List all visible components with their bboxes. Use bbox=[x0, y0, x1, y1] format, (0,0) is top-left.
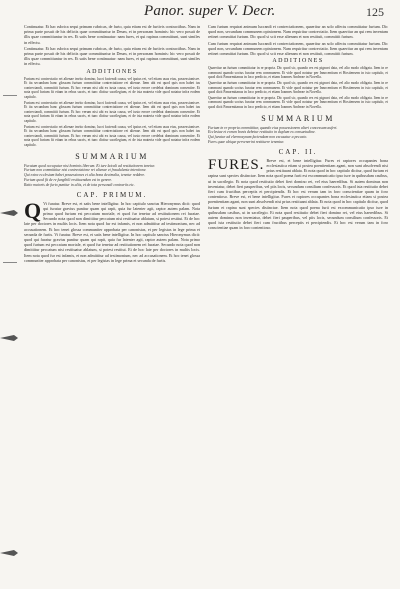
additiones-heading: ADDITIONES bbox=[86, 68, 138, 75]
additiones-text-continued: Quaeritur an furtum committatur in re propria. Dic quod sic, quando res est pignori data, vel alio modo obligata. Item in re communi quando socius furatur rem communem. Et vide quod notatur per Innocentium et Hostiensem in isto capitulo, et quod dicit Panormitanus in loco predicto, et etiam Ioannes Andreae in Novella. bbox=[208, 95, 388, 109]
additiones-text: Furtum est contrectatio rei alienae invito domino, lucri faciendi causa, vel ipsius rei, vel etiam usus eius, possessionisve. Et ita secundum hanc glossam furtum committitur contrectatione rei alienae. Item ubi est quod quis non habet ius contrectandi, committit furtum. Et hoc verum nisi ubi ex iusta causa, vel iusto errore credebat dominum consentire. Et nota quod furtum fit etiam in rebus sacris, et tunc dicitur sacrilegium, et de ista materia vide quod notatur infra eodem capitulo. bbox=[24, 76, 200, 99]
summary-item: Qui furatur ad eleemosynam faciendam non excusatur a peccato. bbox=[208, 135, 308, 140]
chapter-lead-word: FURES. bbox=[208, 156, 265, 173]
summary-item: Fures quae ubique pervenerint restituere tenentur. bbox=[208, 139, 285, 144]
intro-paragraph-continued: Continuatur. Et hac rubrica sequi primam rubricas, de furto, quia etiam est de furtivis contractibus. Nam in prima parte posuit de his delictis quae committuntur in Deum, et in personam hominis: hic vero posuit de illis quae committuntur in res. Et satis bene continuatur: nam fures, et qui rapinas committunt, sunt similes in effectu. bbox=[24, 45, 200, 67]
chapter-heading: CAP. PRIMUM. bbox=[76, 190, 148, 199]
chapter-heading: CAP. II. bbox=[278, 147, 318, 156]
intro-paragraph: Cum furtum requirat animum lucrandi et contrectationem, quaeritur an solo affectu committatur furtum. Dic quod non, secundum communem opinionem. Nam requiritur contrectatio. Item quaeritur an qui rem inventam retinet committat furtum. Dic quod si scit esse alienam et non restituit, committit furtum. bbox=[208, 24, 388, 40]
summarium-heading: SUMMARIUM bbox=[75, 151, 149, 161]
right-column bbox=[208, 24, 388, 581]
binding-mark bbox=[0, 205, 20, 215]
intro-paragraph-continued: Cum furtum requirat animum lucrandi et contrectationem, quaeritur an solo affectu committatur furtum. Dic quod non, secundum communem opinionem. Nam requiritur contrectatio. Item quaeritur an qui rem inventam retinet committat furtum. Dic quod si scit esse alienam et non restituit, committit furtum. bbox=[208, 40, 388, 57]
chapter-text: Vi furatur. Breve est, et satis bene intelligitur. In hoc capitulo sanctus Hieronymus dicit: quod qui furatur gravius punitur quam qui rapit, quia fur latenter agit, raptor autem palam. Nota primo quod furtum est peccatum mortale, et quod fur tenetur ad restitutionem rei furatae. Secundo nota quod non dimittitur peccatum nisi restituatur ablatum, si potest restitui. Et de hoc late per doctores in multis locis. Item nota quod fur est infamis, et non admittitur ad testimonium, nec ad accusationem. Et hoc tenet glossa communiter approbata per canonistas, et per legistas in lege prima et secunda de furtis. bbox=[24, 200, 200, 237]
drop-initial: Q bbox=[24, 197, 42, 223]
binding-mark bbox=[0, 330, 20, 340]
chapter-text-continued: Breve est, et bene intelligitur. Fures et raptores occupantes bona ecclesiastica etiam si postea poenitentiam agant, non sunt absolvendi nisi prius restituant ablata. Et nota quod in hoc capitulo dicitur, quod furtum et rapina sunt species distinctae. Item nota quod poena furti est excommunicatio ipso iure in quibusdam casibus, ut in sacrilegio. Et nota quod restitutio debet fieri domino rei, vel eius haeredibus. Si autem dominus non inveniatur, debet fieri pauperibus, vel piis locis, secundum consilium confessoris. Et quod ista restitutio debet fieri cum fructibus perceptis et percipiendis. Et hoc est verum tam in foro conscientiae quam in foro contentioso. bbox=[208, 194, 388, 231]
chapter-body bbox=[24, 197, 200, 263]
summarium-heading: SUMMARIUM bbox=[261, 113, 335, 123]
summary-item: Qui extra ecclesiam habet possessiones et alia bona decimalia, tenetur reddere. bbox=[24, 173, 146, 178]
chapter-text: Breve est, et bene intelligitur. Fures et raptores occupantes bona ecclesiastica etiam si postea poenitentiam agant, non sunt absolvendi nisi prius restituant ablata. Et nota quod in hoc capitulo dicitur, quod furtum et rapina sunt species distinctae. Item nota quod poena furti est excommunicatio ipso iure in quibusdam casibus, ut in sacrilegio. Et nota quod restitutio debet fieri domino rei, vel eius haeredibus. Si autem dominus non inveniatur, debet fieri pauperibus, vel piis locis, secundum consilium confessoris. Et quod ista restitutio debet fieri cum fructibus perceptis et percipiendis. Et hoc est verum tam in foro conscientiae quam in foro contentioso. bbox=[208, 157, 388, 200]
additiones-text-continued: Furtum est contrectatio rei alienae invito domino, lucri faciendi causa, vel ipsius rei, vel etiam usus eius, possessionisve. Et ita secundum hanc glossam furtum committitur contrectatione rei alienae. Item ubi est quod quis non habet ius contrectandi, committit furtum. Et hoc verum nisi ubi ex iusta causa, vel iusto errore credebat dominum consentire. Et nota quod furtum fit etiam in rebus sacris, et tunc dicitur sacrilegium, et de ista materia vide quod notatur infra eodem capitulo. bbox=[24, 100, 200, 123]
chapter-body bbox=[208, 158, 388, 231]
margin-rule bbox=[3, 95, 17, 96]
page-number: 125 bbox=[366, 5, 384, 19]
summary-item: Furatum quod occupatur nisi hominis liberum. Et iure laicali ad restitutionem tenetur. bbox=[24, 163, 156, 168]
page-header bbox=[24, 3, 386, 25]
chapter-text-continued: Vi furatur. Breve est, et satis bene intelligitur. In hoc capitulo sanctus Hieronymus dicit: quod qui furatur gravius punitur quam qui rapit, quia fur latenter agit, raptor autem palam. Nota primo quod furtum est peccatum mortale, et quod fur tenetur ad restitutionem rei furatae. Secundo nota quod non dimittitur peccatum nisi restituatur ablatum, si potest restitui. Et de hoc late per doctores in multis locis. Item nota quod fur est infamis, et non admittitur ad testimonium, nec ad accusationem. Et hoc tenet glossa communiter approbata per canonistas, et per legistas in lege prima et secunda de furtis. bbox=[24, 231, 200, 263]
additiones-text-continued: Quaeritur an furtum committatur in re propria. Dic quod sic, quando res est pignori data, vel alio modo obligata. Item in re communi quando socius furatur rem communem. Et vide quod notatur per Innocentium et Hostiensem in isto capitulo, et quod dicit Panormitanus in loco predicto, et etiam Ioannes Andreae in Novella. bbox=[208, 81, 388, 95]
additiones-heading: ADDITIONES bbox=[272, 58, 324, 65]
additiones-text-continued: Furtum est contrectatio rei alienae invito domino, lucri faciendi causa, vel ipsius rei, vel etiam usus eius, possessionisve. Et ita secundum hanc glossam furtum committitur contrectatione rei alienae. Item ubi est quod quis non habet ius contrectandi, committit furtum. Et hoc verum nisi ubi ex iusta causa, vel iusto errore credebat dominum consentire. Et nota quod furtum fit etiam in rebus sacris, et tunc dicitur sacrilegium, et de ista materia vide quod notatur infra eodem capitulo. bbox=[24, 124, 200, 147]
additiones-text: Quaeritur an furtum committatur in re propria. Dic quod sic, quando res est pignori data, vel alio modo obligata. Item in re communi quando socius furatur rem communem. Et vide quod notatur per Innocentium et Hostiensem in isto capitulo, et quod dicit Panormitanus in loco predicto, et etiam Ioannes Andreae in Novella. bbox=[208, 66, 388, 80]
binding-mark bbox=[0, 545, 20, 555]
summary-item: Ecclesiae et eorum bonis debetur restitutio in duplum ex consuetudine. bbox=[208, 130, 316, 135]
summary-item: Furtum non committitur nisi contrectatione rei alienae et fraudulenta intentione. bbox=[24, 168, 147, 173]
summary-item: Furtum in re propria committitur, quando eius possessionem alteri concessam aufert. bbox=[208, 125, 338, 130]
running-title: Panor. super V. Decr. bbox=[144, 3, 276, 19]
summary-item: Ratio maioris de furto punitur in aliis, et de tota personali contrariis etc. bbox=[24, 182, 135, 187]
left-column bbox=[24, 24, 200, 581]
summary-item: Furtum quod fit de re fungibili restituendum est in genere. bbox=[24, 177, 113, 182]
intro-paragraph: Continuatur. Et hac rubrica sequi primam rubricas, de furto, quia etiam est de furtivis contractibus. Nam in prima parte posuit de his delictis quae committuntur in Deum, et in personam hominis: hic vero posuit de illis quae committuntur in res. Et satis bene continuatur: nam fures, et qui rapinas committunt, sunt similes in effectu. bbox=[24, 24, 200, 45]
margin-rule bbox=[3, 262, 17, 263]
